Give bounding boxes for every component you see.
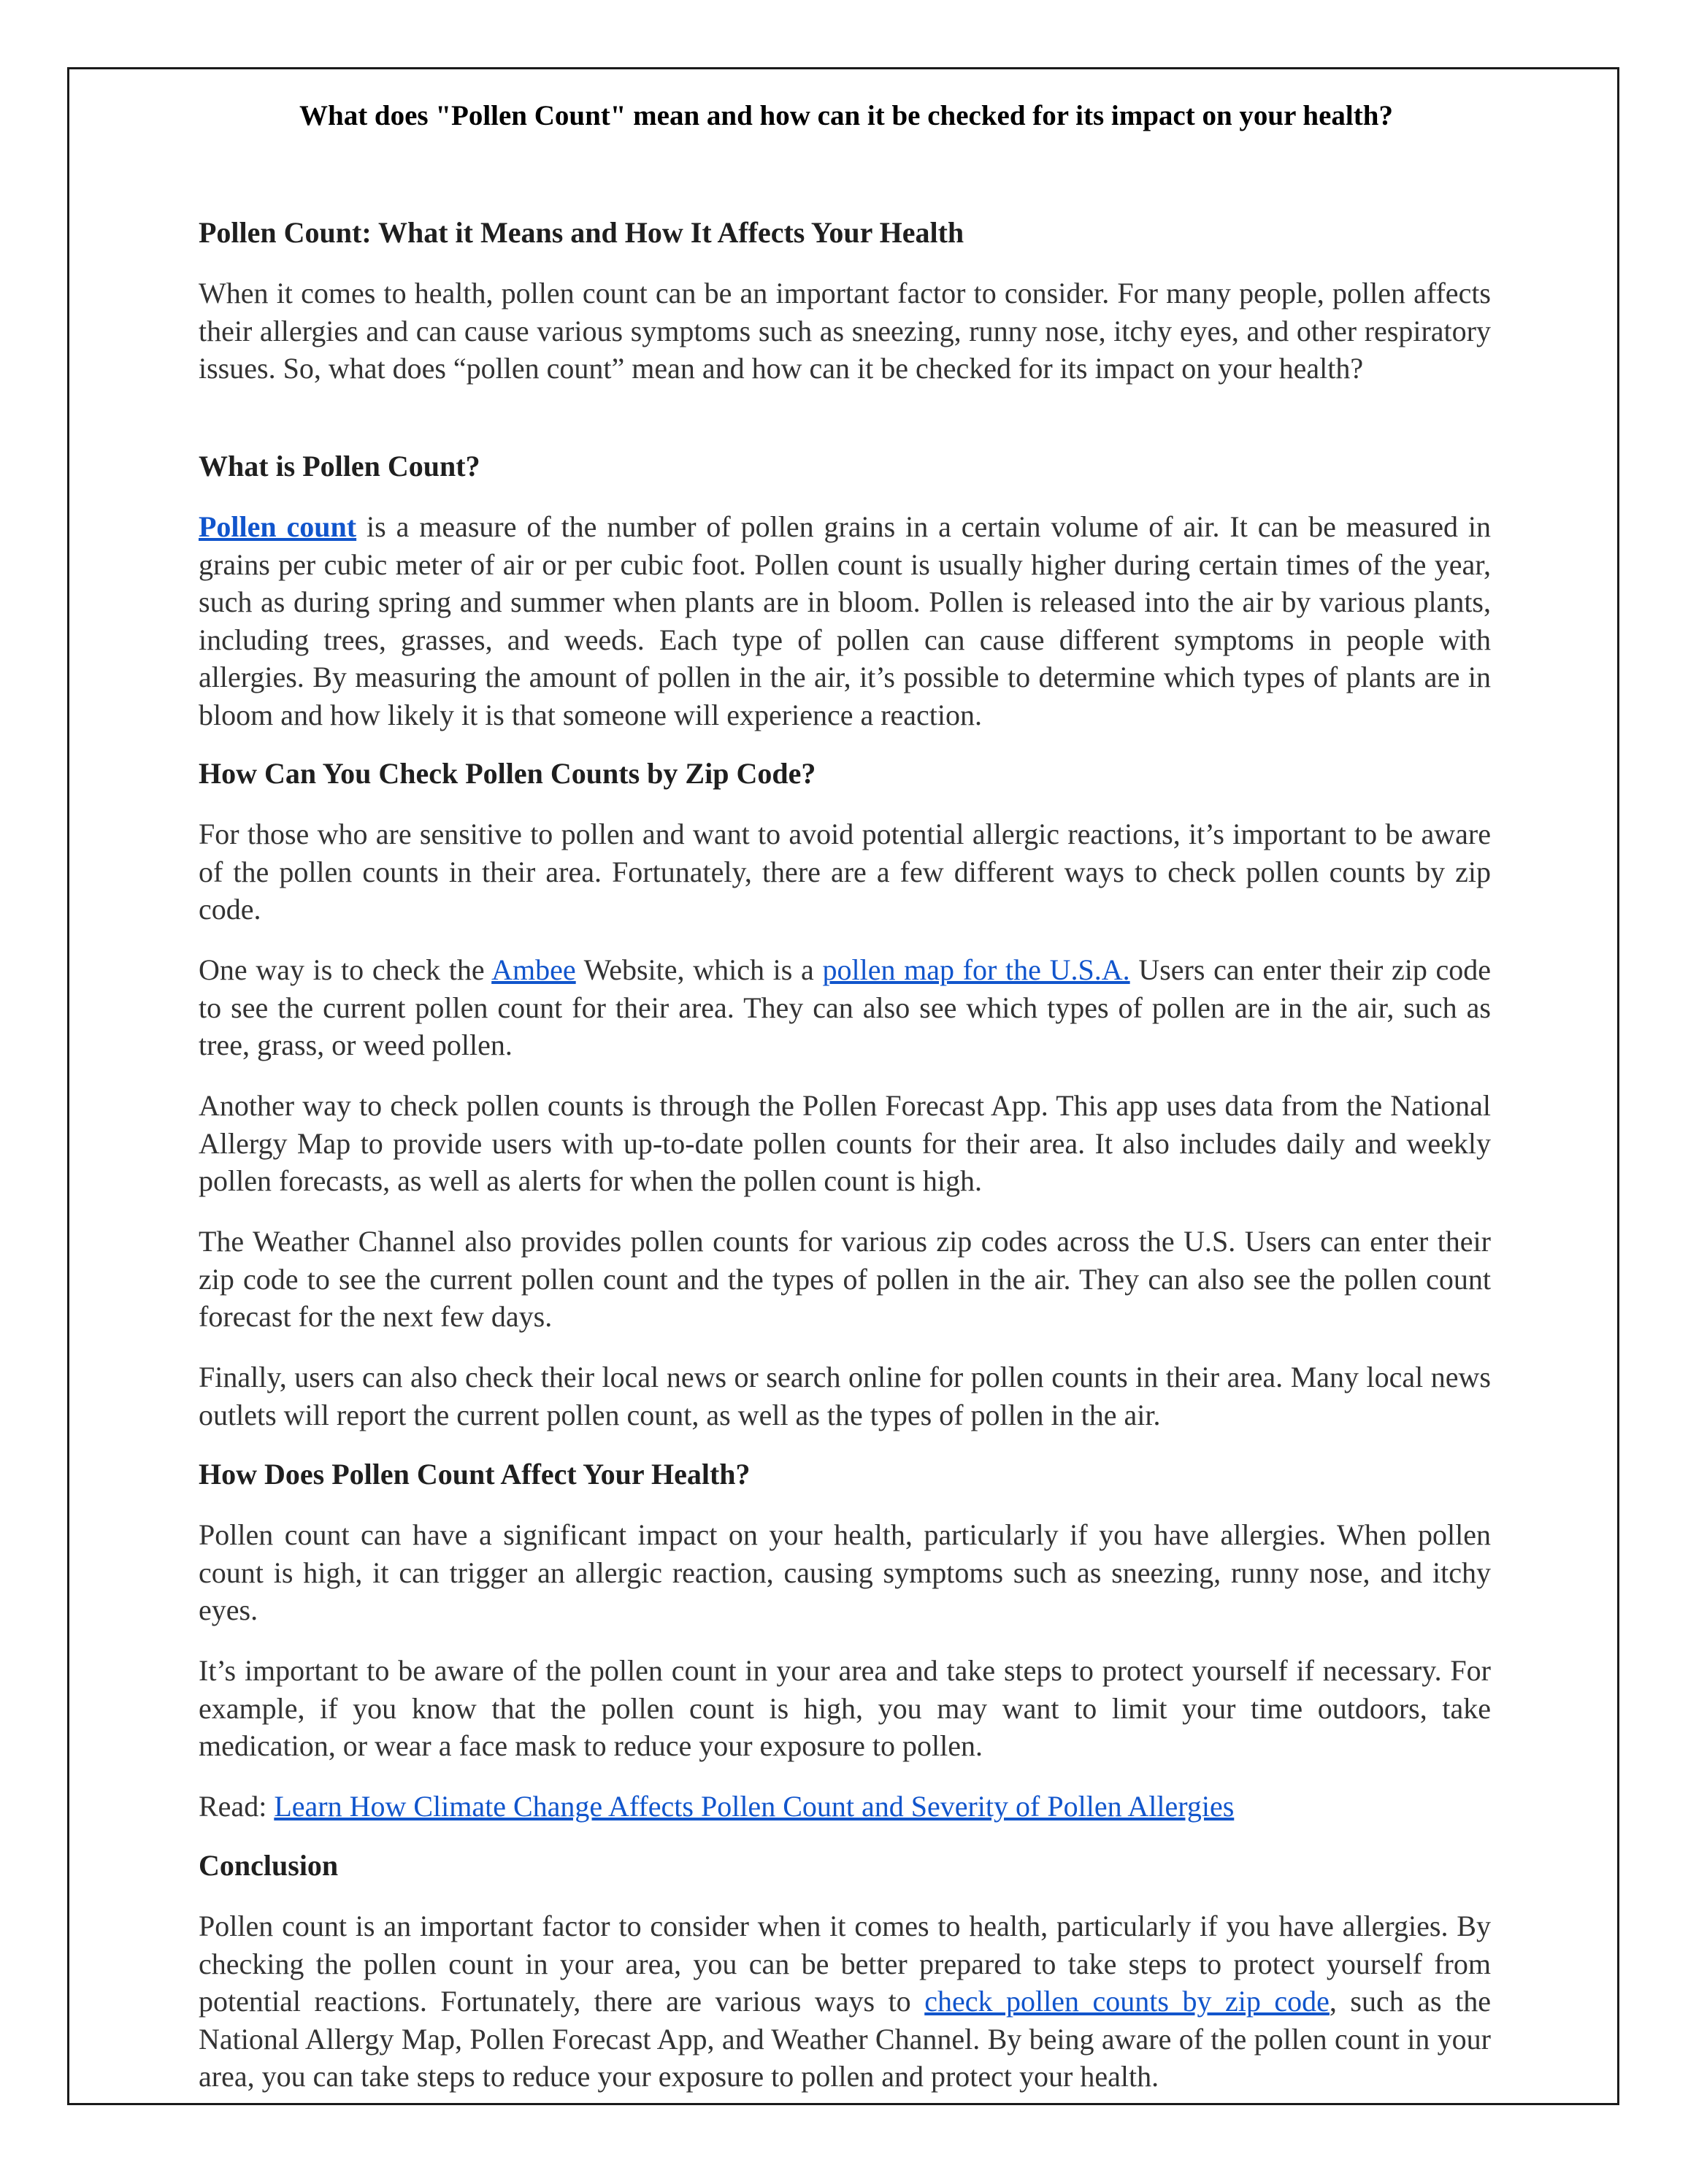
paragraph-app: Another way to check pollen counts is through the Pollen Forecast App. This app uses data from the National Allergy Map to provide users with up-to-date pollen counts for their area. It also includes daily and weekly pollen forecasts, as well as alerts for when the pollen count is high. [199,1089,1491,1197]
heading-main: Pollen Count: What it Means and How It Affects Your Health [199,216,964,249]
climate-change-article-link[interactable]: Learn How Climate Change Affects Pollen Count and Severity of Pollen Allergies [274,1790,1235,1823]
paragraph-local: Finally, users can also check their local news or search online for pollen counts in their area. Many local news outlets will report the current pollen count, as well as the types of pollen in the air. [199,1361,1491,1431]
paragraph-intro: When it comes to health, pollen count can be an important factor to consider. For many people, pollen affects their allergies and can cause various symptoms such as sneezing, runny nose, itchy eyes, and other respiratory issues. So, what does “pollen count” mean and how can it be checked for its impact on your health? [199,277,1491,385]
ambee-pre-text: One way is to check the [199,953,492,986]
paragraph-read [199,1788,1491,1826]
paragraph-affect-1: Pollen count can have a significant impact on your health, particularly if you have allergies. When pollen count is high, it can trigger an allergic reaction, causing symptoms such as sneezing, runny nose, and itchy eyes. [199,1518,1491,1626]
document-title: What does "Pollen Count" mean and how can it be checked for its impact on your health? [299,100,1393,131]
paragraph-weather: The Weather Channel also provides pollen counts for various zip codes across the U.S. Users can enter their zip code to see the current pollen count and the types of pollen in the air. They can also see the pollen count forecast for the next few days. [199,1225,1491,1333]
paragraph-check-intro: For those who are sensitive to pollen and want to avoid potential allergic reactions, it’s important to be aware of the pollen counts in their area. Fortunately, there are a few different ways to check pollen counts by zip code. [199,818,1491,926]
paragraph-conclusion [199,1907,1491,2096]
pollen-count-link[interactable]: Pollen count [199,510,357,543]
heading-what-is: What is Pollen Count? [199,450,480,482]
conclusion-pre-text: Pollen count is an important factor to consider when it comes to health, particularly if you have allergies. By checking the pollen count in your area, you can be better prepared to take steps to protect yourself from potential reactions. Fortunately, there are various ways to [199,1910,1491,2018]
paragraph-ambee [199,951,1491,1064]
paragraph-what-is [199,508,1491,734]
heading-affect: How Does Pollen Count Affect Your Health? [199,1458,751,1491]
ambee-mid-text: Website, which is a [575,953,823,986]
heading-check-zip: How Can You Check Pollen Counts by Zip Code? [199,757,816,790]
heading-conclusion: Conclusion [199,1849,339,1882]
paragraph-affect-2: It’s important to be aware of the pollen count in your area and take steps to protect yourself if necessary. For example, if you know that the pollen count is high, you may want to limit your time outdoors, take medication, or wear a face mask to reduce your exposure to pollen. [199,1654,1491,1762]
check-pollen-zip-link[interactable]: check pollen counts by zip code [924,1985,1330,2018]
conclusion-post-text: , such as the National Allergy Map, Pollen Forecast App, and Weather Channel. By being aware of the pollen count in your area, you can take steps to reduce your exposure to pollen and protect your health. [199,1985,1491,2093]
paragraph-what-is-text: is a measure of the number of pollen grains in a certain volume of air. It can be measured in grains per cubic meter of air or per cubic foot. Pollen count is usually higher during certain times of the year, such as during spring and summer when plants are in bloom. Pollen is released into the air by various plants, including trees, grasses, and weeds. Each type of pollen can cause different symptoms in people with allergies. By measuring the amount of pollen in the air, it’s possible to determine which types of plants are in bloom and how likely it is that someone will experience a reaction. [199,510,1492,731]
ambee-link[interactable]: Ambee [491,953,576,986]
ambee-post-text: Users can enter their zip code to see the current pollen count for their area. They can also see which types of pollen are in the air, such as tree, grass, or weed pollen. [199,953,1492,1061]
read-label: Read: [199,1790,275,1823]
pollen-map-link[interactable]: pollen map for the U.S.A. [822,953,1130,986]
